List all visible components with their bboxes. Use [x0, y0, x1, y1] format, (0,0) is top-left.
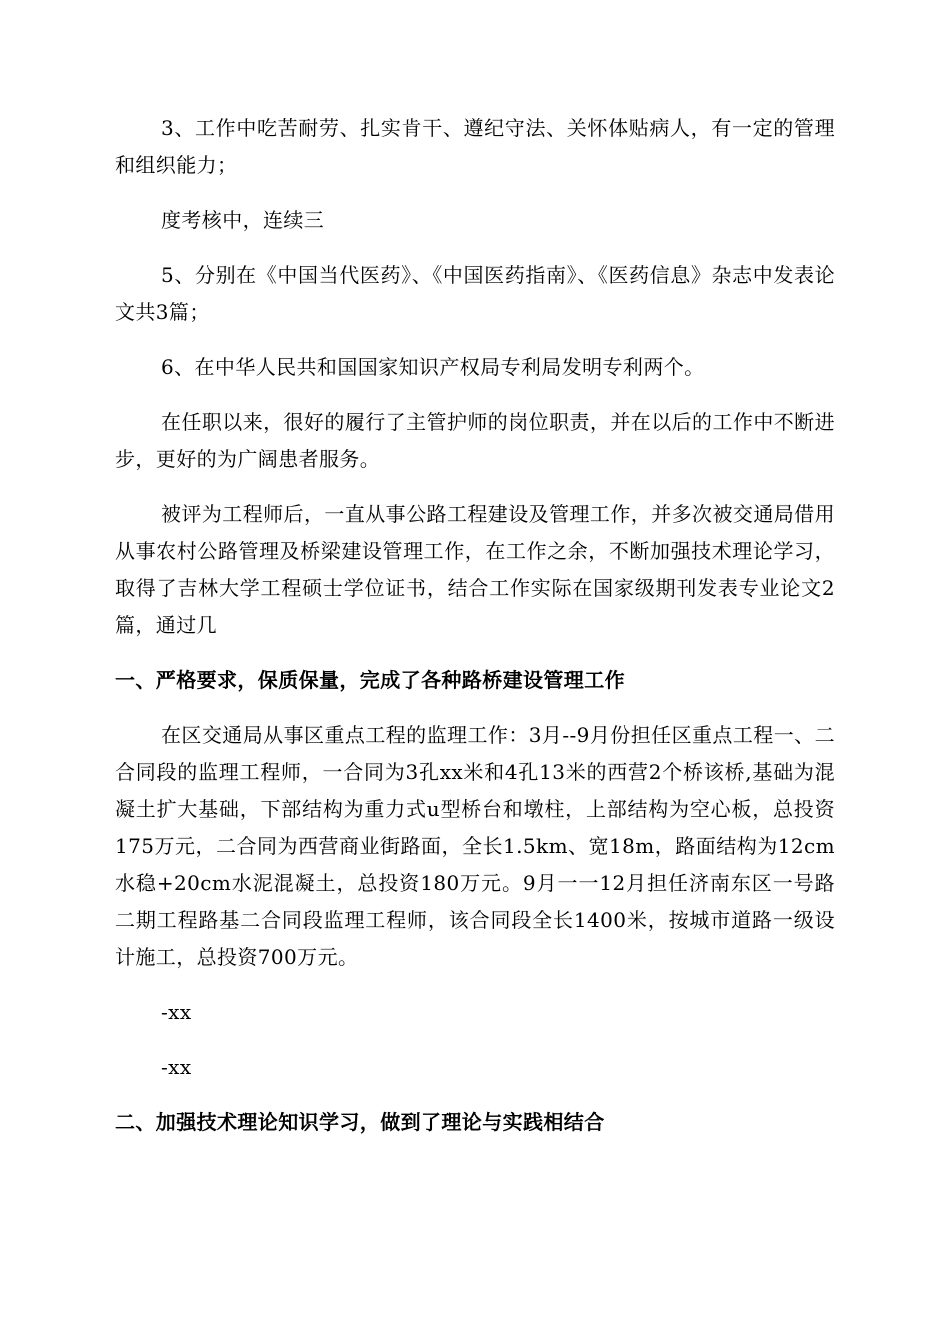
- paragraph-item-5: 5、分别在《中国当代医药》、《中国医药指南》、《医药信息》杂志中发表论文共3篇；: [115, 263, 835, 324]
- paragraph-supervision-work: 在区交通局从事区重点工程的监理工作：3月--9月份担任区重点工程一、二合同段的监理工程师，一合同为3孔xx米和4孔13米的西营2个桥该桥,基础为混凝土扩大基础，下部结构为重力式u型桥台和墩柱，上部结构为空心板，总投资175万元，二合同为西营商业街路面，全长1.5km、宽18m，路面结构为12cm水稳+20cm水泥混凝土，总投资180万元。9月一一12月担任济南东区一号路二期工程路基二合同段监理工程师，该合同段全长1400米，按城市道路一级设计施工，总投资700万元。: [115, 723, 835, 969]
- paragraph-item-6: 6、在中华人民共和国国家知识产权局专利局发明专利两个。: [161, 355, 705, 379]
- paragraph-xx-2: -xx: [161, 1055, 192, 1079]
- paragraph-assessment: 度考核中，连续三: [161, 208, 325, 232]
- paragraph-engineer-intro: 被评为工程师后，一直从事公路工程建设及管理工作，并多次被交通局借用从事农村公路管理及桥梁建设管理工作，在工作之余，不断加强技术理论学习，取得了吉林大学工程硕士学位证书，结合工作实际在国家级期刊发表专业论文2篇，通过几: [115, 502, 835, 637]
- document-body: [115, 110, 835, 1141]
- paragraph-xx-1: -xx: [161, 1000, 192, 1024]
- paragraph-summary: 在任职以来，很好的履行了主管护师的岗位职责，并在以后的工作中不断进步，更好的为广阔患者服务。: [115, 410, 835, 471]
- paragraph-item-3: 3、工作中吃苦耐劳、扎实肯干、遵纪守法、关怀体贴病人，有一定的管理和组织能力；: [115, 116, 835, 177]
- section-heading-1: 一、严格要求，保质保量，完成了各种路桥建设管理工作: [115, 668, 625, 692]
- section-heading-2: 二、加强技术理论知识学习，做到了理论与实践相结合: [115, 1110, 605, 1134]
